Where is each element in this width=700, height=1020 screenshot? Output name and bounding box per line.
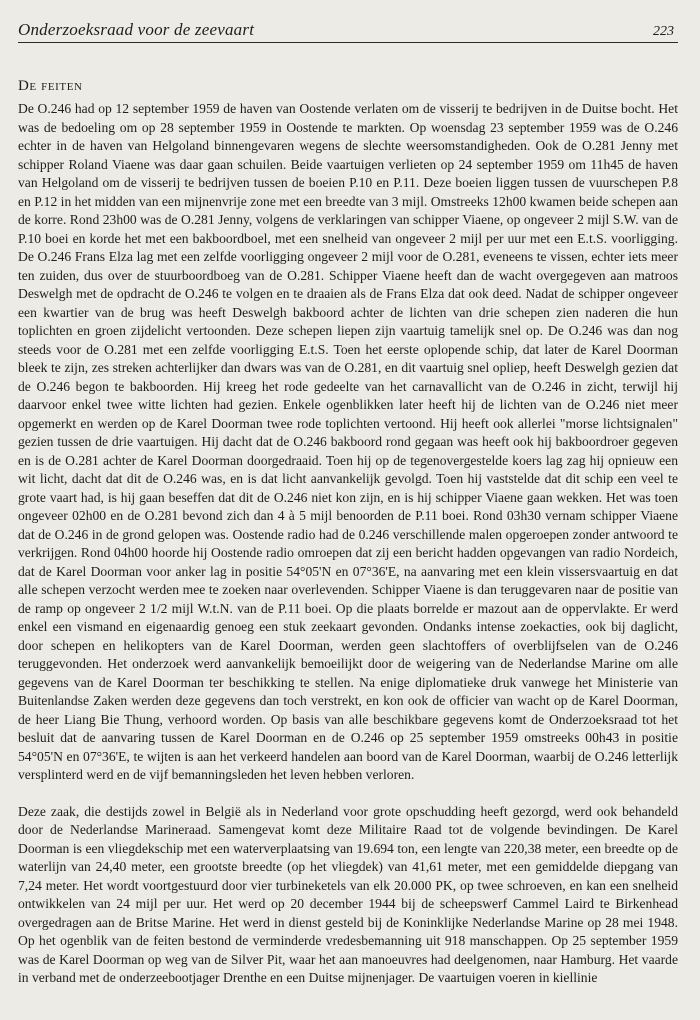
paragraph: De O.246 had op 12 september 1959 de haven van Oostende verlaten om de visserij te bedrijven in de Duitse bocht. Het was de bedoeling om op 28 september 1959 in Oostende te markten. Op woensdag 23 september 1959 was de O.246 echter in de haven van Helgoland binnengevaren wegens de slechte weersomstandigheden. Ook de O.281 Jenny met schipper Roland Viaene was daar gaan schuilen. Beide vaartuigen verlieten op 24 september 1959 om 11h45 de haven van Helgoland om de visserij te bedrijven tussen de boeien P.10 en P.11. Deze boeien liggen tussen de vuurschepen P.8 en P.12 in het midden van een mijnenvrije zone met een breedte van 3 mijl. Omstreeks 12h00 kwamen beide schepen aan de korre. Rond 23h00 was de O.281 Jenny, volgens de verklaringen van schipper Viaene, op ongeveer 2 mijl S.W. van de P.10 boei en korde het met een bakboordboel, met een snelheid van ongeveer 2 mijl per uur met een E.t.S. voorligging. De O.246 Frans Elza lag met een zelfde voorligging ongeveer 2 mijl voor de O.281, eveneens te vissen, echter iets meer ten zuiden, dus over de stuurboordboeg van de O.281. Schipper Viaene heeft dan de wacht overgegeven aan matroos Deswelgh met de opdracht de O.246 te volgen en te draaien als de Frans Elza dat ook deed. Nadat de schipper ongeveer een kwartier van de brug was heeft Deswelgh bakboord achter de lichten van drie schepen zien naderen die hun toplichten en groen zijdelicht vertoonden. Deze schepen liepen zijn vaartuig tamelijk snel op. De O.246 was dan nog steeds voor de O.281 met een zelfde voorligging E.t.S. Toen het eerste oplopende schip, dat later de Karel Doorman bleek te zijn, zes streken achterlijker dan dwars was van de O.281, en dit vaartuig snel opliep, heeft Deswelgh gezien dat de O.246 begon te bakboorden. Hij kreeg het rode gedeelte van het carnavallicht van de O.246 in zicht, terwijl hij daarvoor enkel twee witte lichten had gezien. Enkele ogenblikken later heeft hij de lichten van de O.246 niet meer opgemerkt en werden op de Karel Doorman twee rode toplichten vertoond. Hij heeft ook allerlei "morse lichtsignalen" gezien tussen de drie vaartuigen. Hij dacht dat de O.246 bakboord rond gegaan was heeft ook hij bakboordroer gegeven en is de O.281 achter de Karel Doorman doorgedraaid. Toen hij op de tegenovergestelde koers lag zag hij opnieuw een wit licht, dacht dat dit de O.246 was, en is dat licht aanvankelijk gevolgd. Toen hij vaststelde dat dit schip een veel te grote vaart had, is hij gaan beseffen dat dit de O.246 niet kon zijn, en is hij schipper Viaene gaan wekken. Het was toen ongeveer 02h00 en de O.281 bevond zich dan 4 à 5 mijl benoorden de P.11 boei. Rond 03h30 vernam schipper Viaene dat de O.246 in de grond gelopen was. Oostende radio had de 0.246 verschillende malen opgeroepen zonder antwoord te verkrijgen. Rond 04h00 hoorde hij Oostende radio omroepen dat zij een bericht hadden opgevangen van radio Nordeich, dat de Karel Doorman voor anker lag in positie 54°05'N en 07°36'E, na aanvaring met een klein vissersvaartuig en dat alle schepen verzocht werden mee te zoeken naar overlevenden. Schipper Viaene is dan teruggevaren naar de positie van de ramp op ongeveer 2 1/2 mijl W.t.N. van de P.11 boei. Op die plaats borrelde er mazout aan de oppervlakte. Er werd enkel een vismand en eigenaardig genoeg een stuk zeekaart gevonden. Ondanks intense zoekacties, ook bij daglicht, door schepen en helikopters van de Karel Doorman, werden geen slachtoffers of overblijfselen van de O.246 teruggevonden. Het onderzoek werd aanvankelijk bemoeilijkt door de weigering van de Nederlandse Marine om alle gegevens van de Karel Doorman ter beschikking te stellen. Na enige diplomatieke druk vanwege het Ministerie van Buitenlandse Zaken werden deze gegevens dan toch verstrekt, en kon ook de officier van wacht op de Karel Doorman, de heer Liang Bie Thung, verhoord worden. Op basis van alle beschikbare gegevens komt de Onderzoeksraad tot het besluit dat de aanvaring tussen de Karel Doorman en de O.246 op 25 september 1959 omstreeks 00h43 in positie 54°05'N en 07°36'E, te wijten is aan het verkeerd handelen aan boord van de Karel Doorman, waarbij de O.246 letterlijk versplinterd werd en de vijf bemanningsleden het leven hebben verloren. <box>18 101 678 782</box>
running-header <box>18 18 678 43</box>
page-number: 223 <box>653 24 674 39</box>
running-header-title: Onderzoeksraad voor de zeevaart <box>18 20 255 39</box>
section-heading: De feiten <box>18 78 83 94</box>
body-text <box>18 100 678 988</box>
paragraph: Deze zaak, die destijds zowel in België als in Nederland voor grote opschudding heeft gezorgd, werd ook behandeld door de Nederlandse Marineraad. Samengevat komt deze Militaire Raad tot de volgende bevindingen. De Karel Doorman is een vliegdekschip met een waterverplaatsing van 19.694 ton, een lengte van 220,38 meter, een breedte op de waterlijn van 24,40 meter, een grootste breedte (op het vliegdek) van 41,61 meter, met een gemiddelde diepgang van 7,24 meter. Het wordt voortgestuurd door vier turbineketels van elk 20.000 PK, op twee schroeven, en kan een snelheid ontwikkelen van 24 mijl per uur. Het werd op 20 december 1944 bij de scheepswerf Cammel Laird te Birkenhead overgedragen aan de Britse Marine. Het werd in dienst gesteld bij de Koninklijke Nederlandse Marine op 28 mei 1948. Op het ogenblik van de feiten bestond de verminderde vredesbemanning uit 918 manschappen. Op 25 september 1959 was de Karel Doorman op weg van de Silver Pit, waar het aan manoeuvres had deelgenomen, naar Hamburg. Het vaarde in verband met de onderzeebootjager Drenthe en een Duitse mijnenjager. De vaartuigen voeren in kiellinie <box>18 803 678 985</box>
